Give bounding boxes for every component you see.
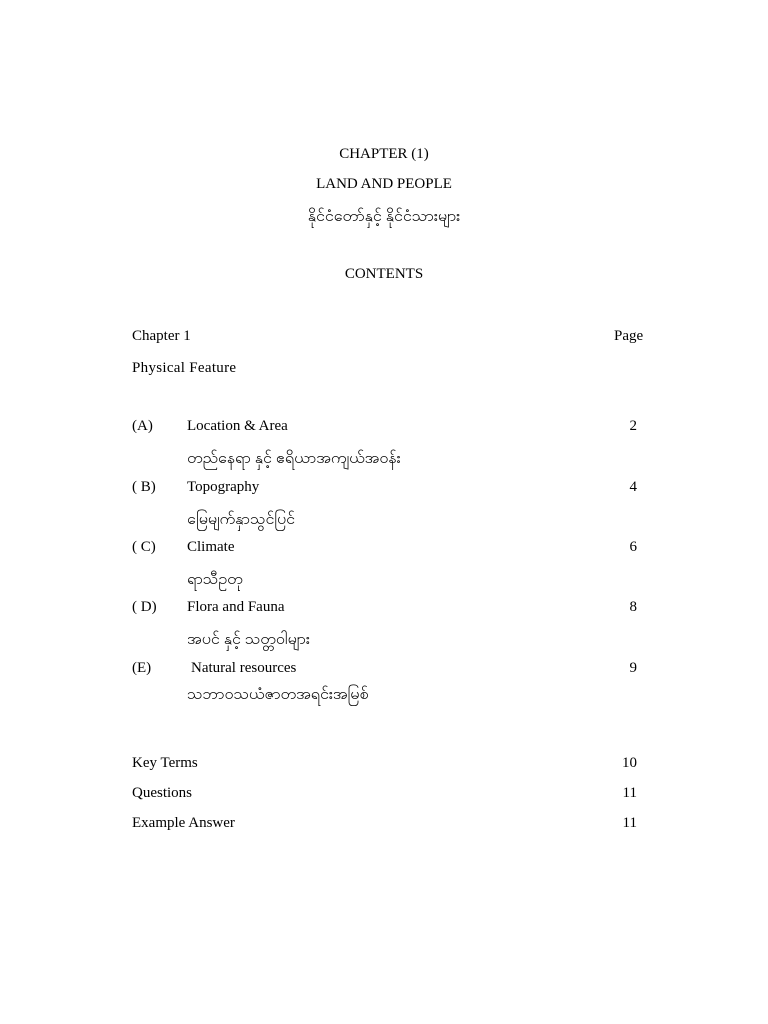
- section-title-myanmar: တည်နေရာ နှင့် ဧရိယာအကျယ်အဝန်း: [187, 450, 401, 467]
- section-page: 6: [629, 539, 637, 555]
- toc-chapter-label: Chapter 1: [132, 328, 191, 344]
- section-title-myanmar: မြေမျက်နှာသွင်ပြင်: [187, 511, 296, 528]
- extra-page: 11: [622, 785, 637, 801]
- section-letter: (E): [132, 660, 152, 676]
- section-letter: ( D): [132, 599, 157, 615]
- section-letter: ( C): [132, 539, 156, 555]
- chapter-title: LAND AND PEOPLE: [316, 176, 452, 192]
- extra-title: Example Answer: [132, 815, 235, 831]
- section-title-myanmar: အပင် နှင့် သတ္တဝါများ: [187, 631, 310, 648]
- section-title: Topography: [187, 479, 260, 495]
- extra-title: Questions: [132, 785, 192, 801]
- toc-page-label: Page: [614, 328, 644, 344]
- section-title-myanmar: သဘာဝသယံဇာတအရင်းအမြစ်: [187, 686, 369, 703]
- section-title-myanmar: ရာသီဥတု: [187, 571, 243, 588]
- extra-page: 10: [622, 755, 637, 771]
- section-title: Location & Area: [187, 418, 288, 434]
- extra-page: 11: [622, 815, 637, 831]
- extra-title: Key Terms: [132, 755, 198, 771]
- section-title: Flora and Fauna: [187, 599, 285, 615]
- section-title: Climate: [187, 539, 235, 555]
- toc-section-label: Physical Feature: [132, 360, 237, 376]
- chapter-title-myanmar: နိုင်ငံတော်နှင့် နိုင်ငံသားများ: [307, 208, 461, 225]
- section-letter: ( B): [132, 479, 156, 495]
- section-title: Natural resources: [191, 660, 297, 676]
- contents-heading: CONTENTS: [344, 266, 424, 282]
- section-page: 9: [629, 660, 637, 676]
- section-letter: (A): [132, 418, 153, 434]
- chapter-heading: CHAPTER (1): [339, 146, 429, 162]
- section-page: 4: [629, 479, 637, 495]
- section-page: 2: [629, 418, 637, 434]
- section-page: 8: [629, 599, 637, 615]
